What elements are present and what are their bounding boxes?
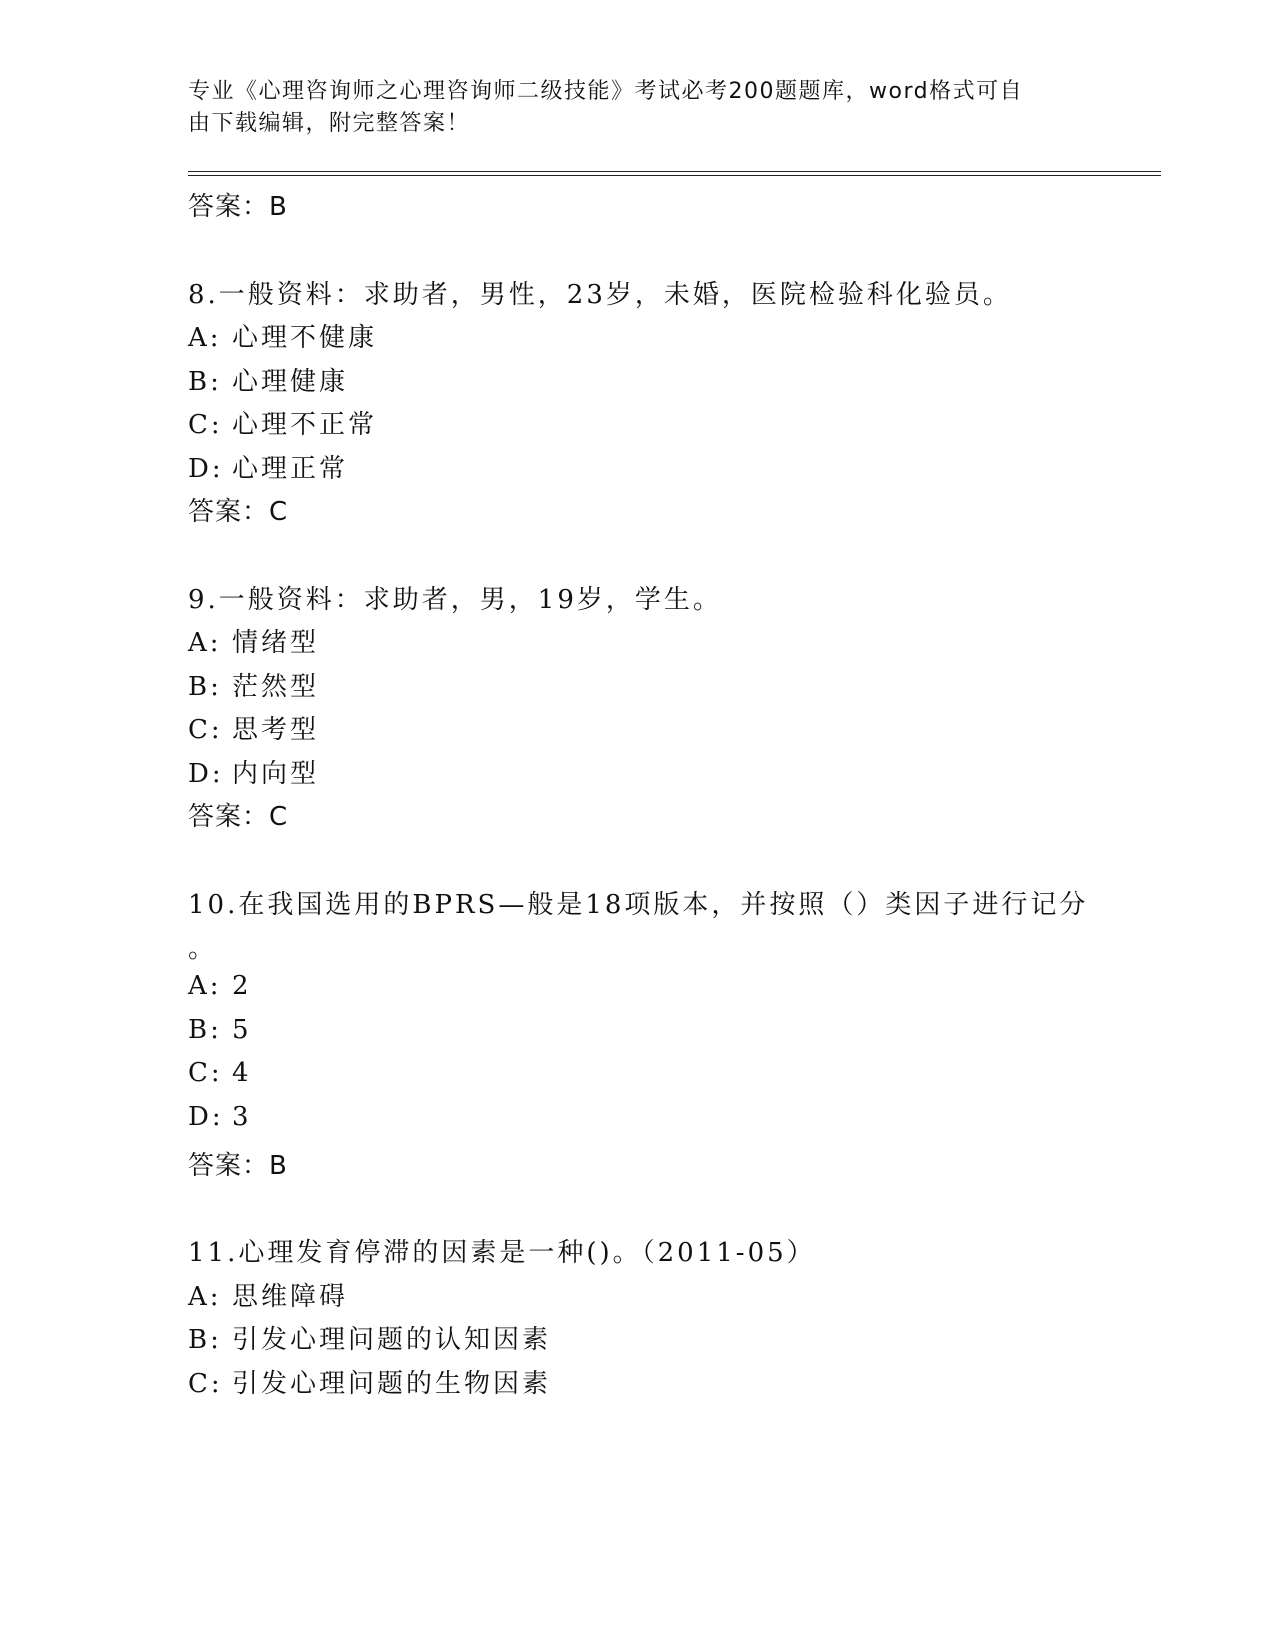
option-text: 5 [232, 1015, 252, 1045]
option-label: D: [188, 454, 224, 484]
option-text: 思维障碍 [232, 1282, 349, 1312]
option-text: 内向型 [232, 759, 320, 789]
question-10-answer: 答案：B [188, 1151, 288, 1181]
question-9-answer: 答案：C [188, 802, 289, 832]
option-label: C: [188, 1058, 223, 1088]
question-10-stem: 10.在我国选用的BPRS—般是18项版本，并按照（）类因子进行记分 [188, 890, 1089, 920]
question-11-option-a [188, 1276, 348, 1313]
question-10-stem-continuation: 。 [188, 934, 218, 964]
question-10-option-c [188, 1058, 252, 1088]
option-label: B: [188, 1325, 222, 1355]
option-text: 茫然型 [232, 672, 320, 702]
question-9-option-d [188, 753, 319, 790]
option-label: C: [188, 1369, 223, 1399]
option-text: 引发心理问题的生物因素 [232, 1369, 552, 1399]
question-8-stem: 8.一般资料：求助者，男性，23岁，未婚，医院检验科化验员。 [188, 280, 1012, 310]
option-label: C: [188, 410, 223, 440]
option-text: 心理正常 [232, 454, 349, 484]
option-label: B: [188, 367, 222, 397]
option-label: A: [188, 1282, 222, 1312]
question-10-option-d [188, 1102, 252, 1132]
header-rule-bottom [188, 175, 1161, 176]
header-text-line-2: 由下载编辑，附完整答案！ [188, 111, 471, 136]
option-label: A: [188, 323, 222, 353]
option-label: D: [188, 759, 224, 789]
option-label: B: [188, 672, 222, 702]
question-11-option-c [188, 1363, 551, 1400]
option-label: D: [188, 1102, 224, 1132]
option-text: 4 [232, 1058, 252, 1088]
question-8-answer: 答案：C [188, 497, 289, 527]
question-9-option-a [188, 622, 319, 659]
option-text: 心理健康 [232, 367, 349, 397]
question-10-option-b [188, 1015, 252, 1045]
question-9-stem: 9.一般资料：求助者，男，19岁，学生。 [188, 585, 722, 615]
question-9-option-b [188, 666, 319, 703]
question-11-stem: 11.心理发育停滞的因素是一种()。（2011-05） [188, 1238, 816, 1268]
option-text: 心理不正常 [232, 410, 378, 440]
option-text: 心理不健康 [232, 323, 378, 353]
question-8-option-c [188, 404, 377, 441]
option-text: 思考型 [232, 715, 320, 745]
question-11-option-b [188, 1319, 551, 1356]
question-8-option-d [188, 448, 348, 485]
question-10-option-a [188, 971, 252, 1001]
previous-answer: 答案：B [188, 192, 288, 222]
question-8-option-a [188, 317, 377, 354]
question-8-option-b [188, 361, 348, 398]
question-9-option-c [188, 709, 319, 746]
option-text: 3 [232, 1102, 252, 1132]
option-label: A: [188, 628, 222, 658]
option-label: C: [188, 715, 223, 745]
option-label: A: [188, 971, 222, 1001]
header-text-line-1: 专业《心理咨询师之心理咨询师二级技能》考试必考200题题库，word格式可自 [188, 79, 1024, 104]
option-text: 2 [232, 971, 252, 1001]
option-label: B: [188, 1015, 222, 1045]
option-text: 情绪型 [232, 628, 320, 658]
option-text: 引发心理问题的认知因素 [232, 1325, 552, 1355]
header-rule-top [188, 171, 1161, 172]
